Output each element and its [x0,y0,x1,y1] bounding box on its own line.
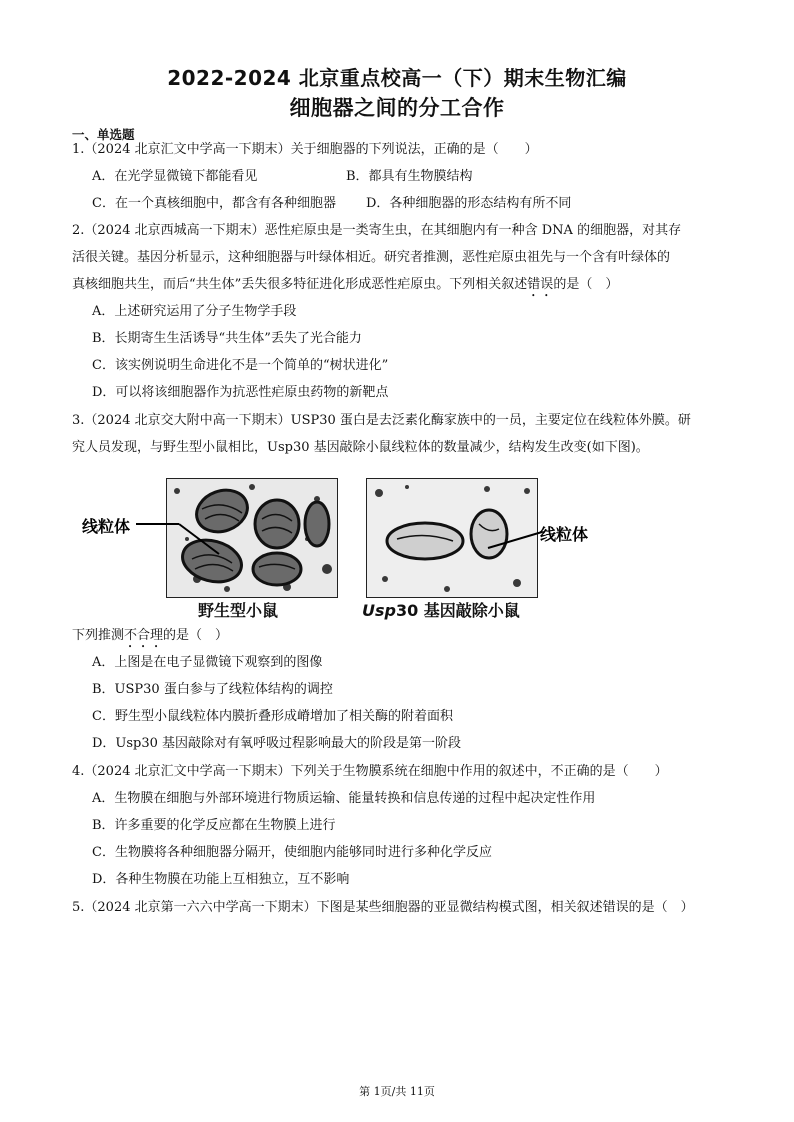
question-2-option-c: C．该实例说明生命进化不是一个简单的“树状进化” [92,358,389,373]
question-2-line-3 [72,276,618,300]
page-footer: 第 1页/共 11页 [359,1085,435,1098]
page-title: 2022-2024 北京重点校高一（下）期末生物汇编 [167,66,627,90]
question-2-option-a: A．上述研究运用了分子生物学手段 [92,304,297,319]
question-1-option-b: B．都具有生物膜结构 [346,169,473,184]
question-4-option-b: B．许多重要的化学反应都在生物膜上进行 [92,818,336,833]
question-3-follow-tail: 的是（ ） [163,628,229,643]
question-3-option-a: A．上图是在电子显微镜下观察到的图像 [92,655,323,670]
question-3-follow [72,627,228,651]
question-2-line-3-tail: 的是（ ） [553,277,619,292]
question-2-line-2: 活很关键。基因分析显示，这种细胞器与叶绿体相近。研究者推测，恶性疟原虫祖先与一个含有叶绿体的 [72,250,671,265]
question-2-line-1: 2.（2024 北京西城高一下期末）恶性疟原虫是一类寄生虫，在其细胞内有一种含 DNA 的细胞器，对其存 [72,223,682,238]
gene-name-italic: Usp [362,601,396,620]
question-3-line-1: 3.（2024 北京交大附中高一下期末）USP30 蛋白是去泛素化酶家族中的一员，主要定位在线粒体外膜。研 [72,413,691,428]
question-3-option-d: D．Usp30 基因敲除对有氧呼吸过程影响最大的阶段是第一阶段 [92,736,462,751]
question-3-follow-text: 下列推测 [72,628,125,643]
question-1-option-c: C．在一个真核细胞中，都含有各种细胞器 [92,196,336,211]
mitochondria-label-right: 线粒体 [540,525,589,544]
question-3-option-c: C．野生型小鼠线粒体内膜折叠形成嵴增加了相关酶的附着面积 [92,709,453,724]
left-label-pointer [134,518,224,558]
page-subtitle: 细胞器之间的分工合作 [289,96,505,120]
question-4-option-d: D．各种生物膜在功能上互相独立，互不影响 [92,872,350,887]
mitochondria-figure [70,470,630,630]
question-2-option-b: B．长期寄生生活诱导“共生体”丢失了光合能力 [92,331,362,346]
question-3-option-b: B．USP30 蛋白参与了线粒体结构的调控 [92,682,333,697]
question-3-line-2: 究人员发现，与野生型小鼠相比，Usp30 基因敲除小鼠线粒体的数量减少，结构发生改变(如下图)。 [72,440,649,455]
question-2-option-d: D．可以将该细胞器作为抗恶性疟原虫药物的新靶点 [92,385,389,400]
right-label-pointer [486,528,546,552]
wild-type-caption: 野生型小鼠 [198,601,279,620]
question-1-option-d: D．各种细胞器的形态结构有所不同 [366,196,572,211]
question-5-stem: 5.（2024 北京第一六六中学高一下期末）下图是某些细胞器的亚显微结构模式图，相关叙述错误的是（ ） [72,900,694,915]
question-1-stem: 1.（2024 北京汇文中学高一下期末）关于细胞器的下列说法，正确的是（ ） [72,142,538,157]
knockout-caption-text: 30 基因敲除小鼠 [395,601,520,620]
question-4-stem: 4.（2024 北京汇文中学高一下期末）下列关于生物膜系统在细胞中作用的叙述中，不正确的是（ ） [72,764,668,779]
knockout-caption [362,598,520,621]
question-1-option-a: A．在光学显微镜下都能看见 [92,169,258,184]
question-2-line-3-text: 真核细胞共生，而后“共生体”丢失很多特征进化形成恶性疟原虫。下列相关叙述 [72,277,528,292]
question-4-option-c: C．生物膜将各种细胞器分隔开，使细胞内能够同时进行多种化学反应 [92,845,492,860]
emphasis-word: 不合理 [124,628,164,643]
mitochondria-label-left: 线粒体 [82,517,131,536]
question-4-option-a: A．生物膜在细胞与外部环境进行物质运输、能量转换和信息传递的过程中起决定性作用 [92,791,596,806]
section-heading: 一、单选题 [72,127,135,142]
emphasis-word: 错误 [527,277,554,292]
